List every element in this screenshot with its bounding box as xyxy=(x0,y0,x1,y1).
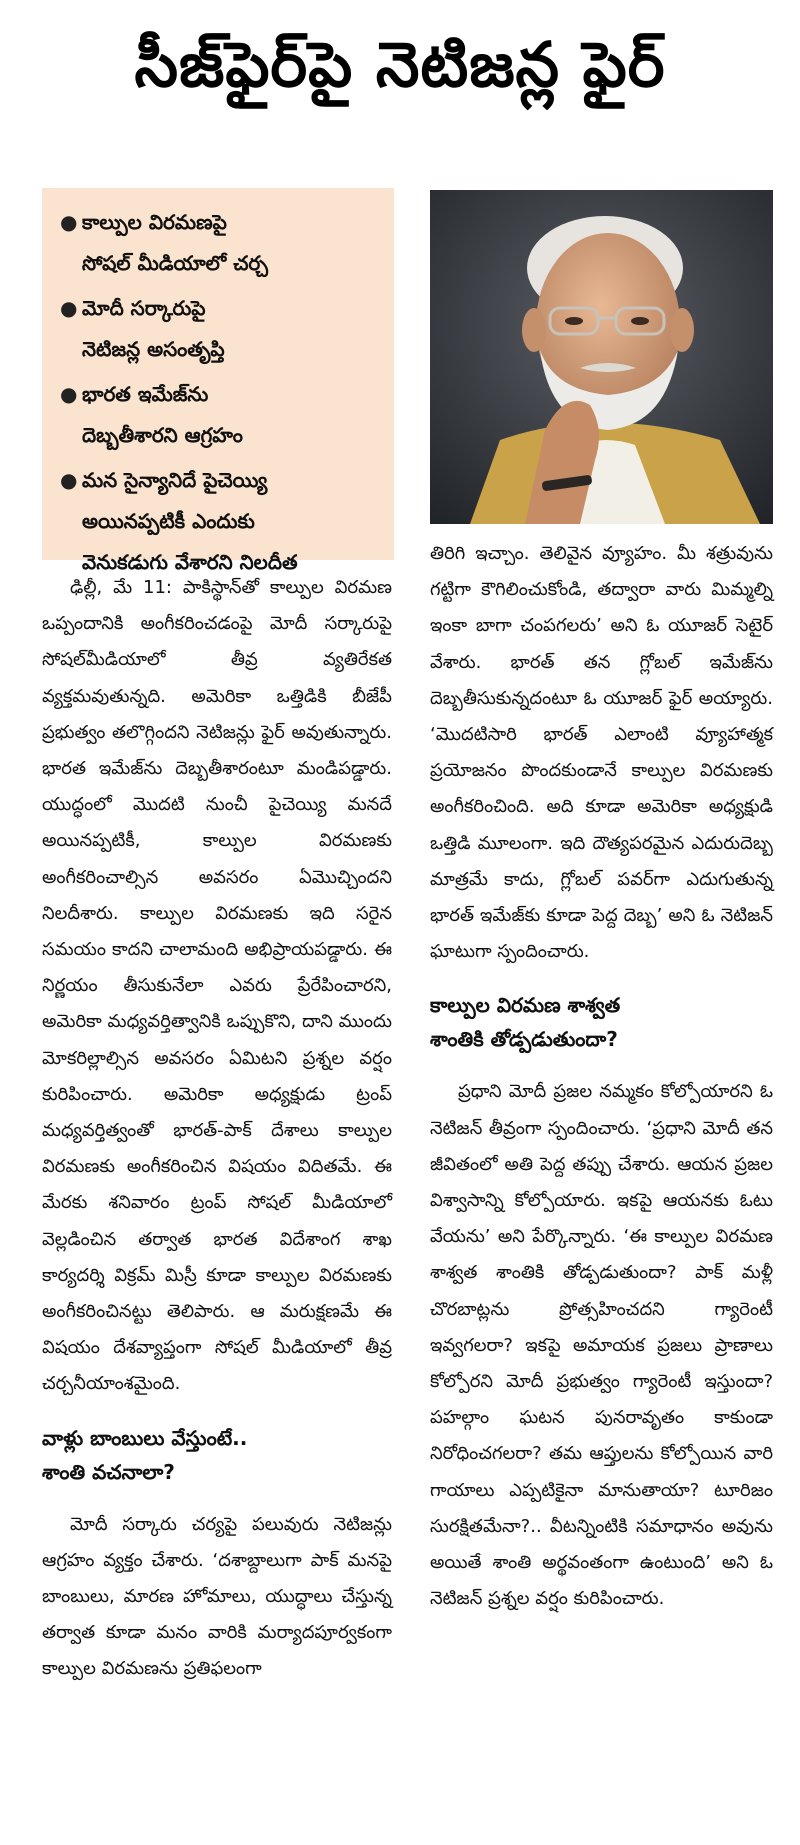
portrait-photo-illustration xyxy=(430,190,773,524)
highlights-box xyxy=(42,188,394,574)
highlight-text: మోదీ సర్కారుపై నెటిజన్ల అసంతృప్తి xyxy=(82,296,225,361)
highlight-item xyxy=(60,288,384,370)
highlight-text: కాల్పుల విరమణపై సోషల్ మీడియాలో చర్చ xyxy=(82,210,268,275)
bullet-icon: ● xyxy=(60,210,78,234)
highlight-text: మన సైన్యానిదే పైచెయ్యి అయినప్పటికీ ఎందుకు వెనుకడుగు వేశారని నిలదీత xyxy=(82,468,298,574)
bullet-icon: ● xyxy=(60,468,78,492)
highlight-item xyxy=(60,202,384,284)
section-subheading: కాల్పుల విరమణ శాశ్వత శాంతికి తోడ్పడుతుందా? xyxy=(430,993,621,1052)
highlight-item xyxy=(60,374,384,456)
article-paragraph: తిరిగి ఇచ్చాం. తెలివైన వ్యూహం. మీ శత్రువును గట్టిగా కౌగిలించుకోండి, తద్వారా వారు మిమ్మల్ని ఇంకా బాగా చంపగలరు’ అని ఓ యూజర్ సెటైర్ వేశారు. భారత్ తన గ్లోబల్ ఇమేజ్‌ను దెబ్బతీసుకున్నదంటూ ఓ యూజర్ ఫైర్ అయ్యారు. ‘మొదటిసారి భారత్ ఎలాంటి వ్యూహాత్మక ప్రయోజనం పొందకుండానే కాల్పుల విరమణకు అంగీకరించింది. అది కూడా అమెరికా అధ్యక్షుడి ఒత్తిడి మూలంగా. ఇది దౌత్యపరమైన ఎదురుదెబ్బ మాత్రమే కాదు, గ్లోబల్ పవర్‌గా ఎదుగుతున్న భారత్ ఇమేజ్‌కు కూడా పెద్ద దెబ్బ’ అని ఓ నెటిజన్ ఘాటుగా స్పందించారు. xyxy=(430,543,773,963)
article-paragraph: ప్రధాని మోదీ ప్రజల నమ్మకం కోల్పోయారని ఓ నెటిజన్ తీవ్రంగా స్పందించారు. ‘ప్రధాని మోదీ తన జీవితంలో అతి పెద్ద తప్పు చేశారు. ఆయన ప్రజల విశ్వాసాన్ని కోల్పోయారు. ఇకపై ఆయనకు ఓటు వేయను’ అని పేర్కొన్నారు. ‘ఈ కాల్పుల విరమణ శాశ్వత శాంతికి తోడ్పడుతుందా? పాక్ మళ్లీ చొరబాట్లను ప్రోత్సహించదని గ్యారెంటీ ఇవ్వగలరా? ఇకపై అమాయక ప్రజలు ప్రాణాలు కోల్పోరని మోదీ ప్రభుత్వం గ్యారెంటీ ఇస్తుందా? పహల్గాం ఘటన పునరావృతం కాకుండా నిరోధించగలరా? తమ ఆప్తులను కోల్పోయిన వారి గాయాలు ఎప్పటికైనా మానుతాయా? టూరిజం సురక్షితమేనా?.. వీటన్నింటికి సమాధానం అవును అయితే శాంతి అర్థవంతంగా ఉంటుంది’ అని ఓ నెటిజన్ ప్రశ్నల వర్షం కురిపించారు. xyxy=(430,1081,773,1610)
bullet-icon: ● xyxy=(60,382,78,406)
highlight-text: భారత ఇమేజ్‌ను దెబ్బతీశారని ఆగ్రహం xyxy=(82,382,243,447)
highlight-item xyxy=(60,460,384,583)
portrait-photo xyxy=(430,190,773,524)
bullet-icon: ● xyxy=(60,296,78,320)
article-paragraph: మోదీ సర్కారు చర్యపై పలువురు నెటిజన్లు ఆగ్రహం వ్యక్తం చేశారు. ‘దశాబ్దాలుగా పాక్ మనపై బాంబులు, మారణ హోమాలు, యుద్ధాలు చేస్తున్న తర్వాత కూడా మనం వారికి మర్యాదపూర్వకంగా కాల్పుల విరమణను ప్రతిఫలంగా xyxy=(42,1513,392,1680)
headline: సీజ్‌ఫైర్‌పై నెటిజన్ల ఫైర్ xyxy=(134,28,666,101)
article-column-left xyxy=(42,570,392,1688)
article-column-right xyxy=(430,536,773,1617)
article-paragraph: ఢిల్లీ, మే 11: పాకిస్థాన్‌తో కాల్పుల విరమణ ఒప్పందానికి అంగీకరించడంపై మోదీ సర్కారుపై సోషల్‌మీడియాలో తీవ్ర వ్యతిరేకత వ్యక్తమవుతున్నది. అమెరికా ఒత్తిడికి బీజేపీ ప్రభుత్వం తలొగ్గిందని నెటిజన్లు ఫైర్ అవుతున్నారు. భారత ఇమేజ్‌ను దెబ్బతీశారంటూ మండిపడ్డారు. యుద్ధంలో మొదటి నుంచీ పైచెయ్యి మనదే అయినప్పటికీ, కాల్పుల విరమణకు అంగీకరించాల్సిన అవసరం ఏమొచ్చిందని నిలదీశారు. కాల్పుల విరమణకు ఇది సరైన సమయం కాదని చాలామంది అభిప్రాయపడ్డారు. ఈ నిర్ణయం తీసుకునేలా ఎవరు ప్రేరేపించారని, అమెరికా మధ్యవర్తిత్వానికి ఒప్పుకొని, దాని ముందు మోకరిల్లాల్సిన అవసరం ఏమిటని ప్రశ్నల వర్షం కురిపించారు. అమెరికా అధ్యక్షుడు ట్రంప్ మధ్యవర్తిత్వంతో భారత్‌-పాక్ దేశాలు కాల్పుల విరమణకు అంగీకరించిన విషయం విదితమే. ఈ మేరకు శనివారం ట్రంప్ సోషల్ మీడియాలో వెల్లడించిన తర్వాత భారత విదేశాంగ శాఖ కార్యదర్శి విక్రమ్ మిస్రీ కూడా కాల్పుల విరమణకు అంగీకరించినట్టు తెలిపారు. ఆ మరుక్షణమే ఈ విషయం దేశవ్యాప్తంగా సోషల్ మీడియాలో తీవ్ర చర్చనీయాంశమైంది. xyxy=(42,577,392,1395)
section-subheading: వాళ్లు బాంబులు వేస్తుంటే.. శాంతి వచనాలా? xyxy=(42,1425,248,1484)
